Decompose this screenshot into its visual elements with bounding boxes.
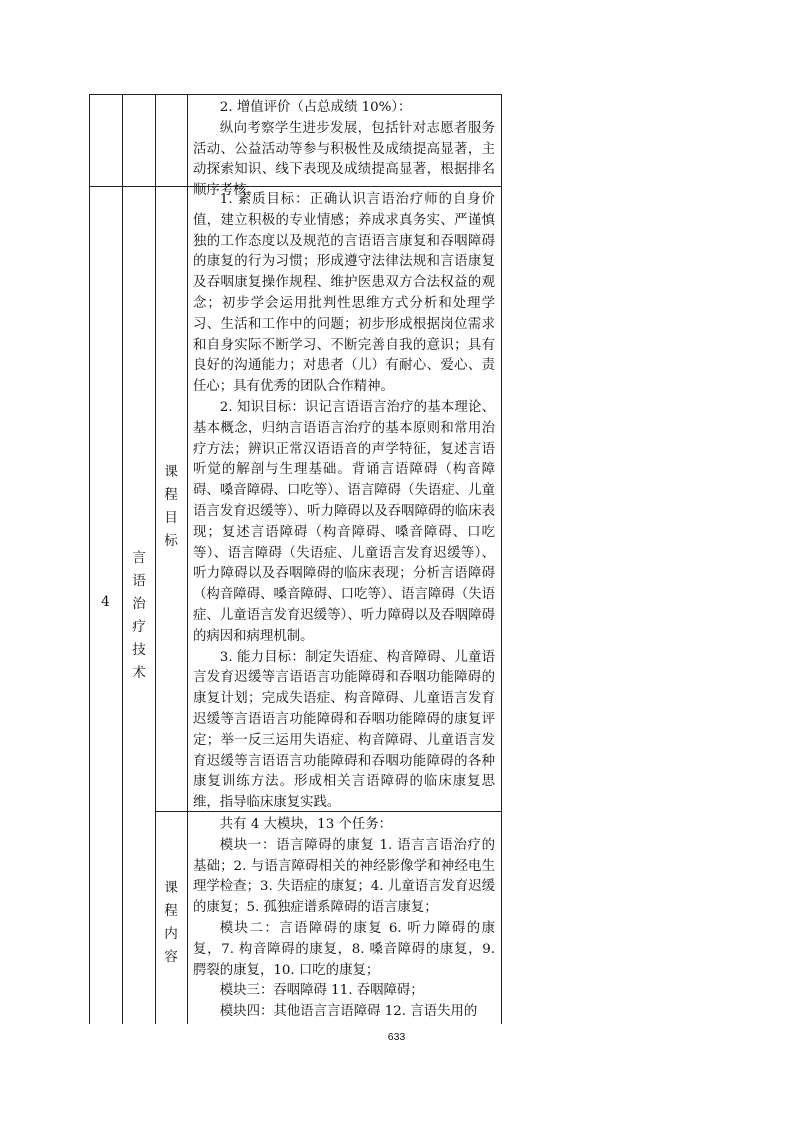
objectives-label — [162, 461, 180, 553]
knowledge-objective: 2. 知识目标：识记言语语言治疗的基本理论、基本概念，归纳言语语言治疗的基本原则和常用治疗方法；辨识正常汉语语音的声学特征，复述言语听觉的解剖与生理基础。背诵言语障碍（构音障碍、嗓音障碍、口吃等）、语言障碍（失语症、儿童语言发育迟缓等）、听力障碍以及吞咽障碍的临床表现；复述言语障碍（构音障碍、嗓音障碍、口吃等）、语言障碍（失语症、儿童语言发育迟缓等）、听力障碍以及吞咽障碍的临床表现；分析言语障碍（构音障碍、嗓音障碍、口吃等）、语言障碍（失语症、儿童语言发育迟缓等）、听力障碍以及吞咽障碍的病因和病理机制。 — [193, 399, 495, 644]
objectives-cell — [193, 190, 495, 814]
content-label-char: 程 — [164, 903, 178, 919]
value-added-heading: 2. 增值评价（占总成绩 10%）： — [219, 100, 412, 115]
course-table — [89, 94, 502, 1024]
quality-objective: 1. 素质目标：正确认识言语治疗师的自身价值，建立积极的专业情感；养成求真务实、严谨慎独的工作态度以及规范的言语语言康复和吞咽障碍的康复的行为习惯；形成遵守法律法规和言语康复及吞咽康复操作规程、维护医患双方合法权益的观念；初步学会运用批判性思维方式分析和处理学习、生活和工作中的问题；初步形成根据岗位需求和自身实际不断学习、不断完善自我的意识；具有良好的沟通能力；对患者（儿）有耐心、爱心、责任心；具有优秀的团队合作精神。 — [193, 192, 495, 395]
table-border-left — [89, 94, 90, 1024]
content-cell — [193, 815, 495, 1023]
value-added-body: 纵向考察学生进步发展，包括针对志愿者服务活动、公益活动等参与积极性及成绩提高显著，主动探索知识、线下表现及成绩提高显著，根据排名顺序考核。 — [193, 120, 495, 199]
module-four: 模块四：其他语言言语障碍 12. 言语失用的 — [219, 1004, 478, 1020]
column-divider-3 — [187, 94, 188, 1024]
objectives-label-char: 目 — [164, 510, 178, 526]
course-name-char: 技 — [132, 642, 146, 658]
page-number: 633 — [387, 1031, 406, 1043]
course-name-char: 术 — [132, 665, 146, 681]
content-label-char: 课 — [164, 880, 178, 896]
course-name-char: 语 — [132, 573, 146, 589]
column-divider-2 — [155, 94, 156, 1024]
content-label-char: 容 — [164, 949, 178, 965]
row-number: 4 — [101, 594, 110, 610]
module-three: 模块三：吞咽障碍 11. 吞咽障碍； — [219, 983, 424, 999]
objectives-label-char: 标 — [164, 533, 178, 549]
module-two: 模块二：言语障碍的康复 6. 听力障碍的康复，7. 构音障碍的康复，8. 嗓音障碍的康复，9. 腭裂的康复，10. 口吃的康复； — [193, 920, 495, 978]
course-name-char: 疗 — [132, 619, 146, 635]
ability-objective: 3. 能力目标：制定失语症、构音障碍、儿童语言发育迟缓等言语语言功能障碍和吞咽功能障碍的康复计划；完成失语症、构音障碍、儿童语言发育迟缓等言语语言功能障碍和吞咽功能障碍的康复评定；举一反三运用失语症、构音障碍、儿童语言发育迟缓等言语语言功能障碍和吞咽功能障碍的各种康复训练方法。形成相关言语障碍的临床康复思维，指导临床康复实践。 — [193, 649, 495, 811]
value-added-evaluation-cell — [193, 98, 495, 202]
course-name — [130, 547, 148, 685]
objectives-label-char: 课 — [164, 464, 178, 480]
content-summary: 共有 4 大模块，13 个任务： — [219, 817, 393, 832]
course-name-char: 治 — [132, 596, 146, 612]
module-one: 模块一：语言障碍的康复 1. 语言言语治疗的基础；2. 与语言障碍相关的神经影像学和神经电生理学检查；3. 失语症的康复；4. 儿童语言发育迟缓的康复；5. 孤独症谱系障碍的语言康复； — [193, 837, 495, 916]
content-label — [162, 877, 180, 969]
table-border-right — [501, 94, 502, 1024]
course-name-char: 言 — [132, 550, 146, 566]
content-label-char: 内 — [164, 926, 178, 942]
column-divider-1 — [122, 94, 123, 1024]
objectives-label-char: 程 — [164, 487, 178, 503]
table-border-top — [89, 94, 502, 95]
